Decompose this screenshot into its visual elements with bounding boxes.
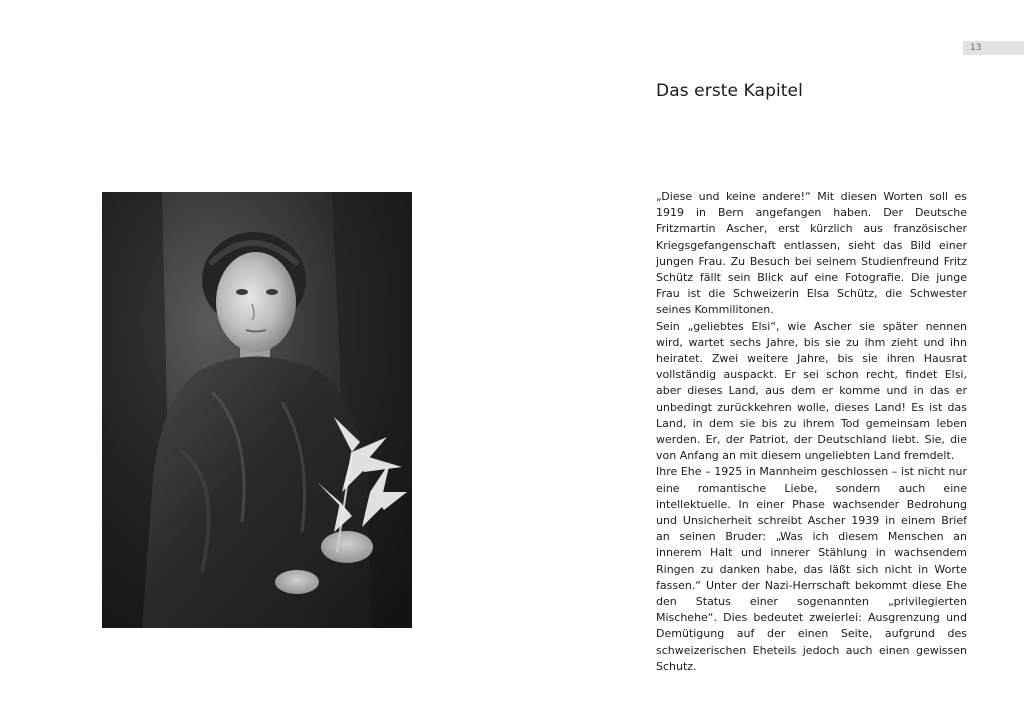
portrait-photo	[102, 192, 412, 628]
page-number: 13	[970, 43, 982, 53]
paragraph: Sein „geliebtes Elsi“, wie Ascher sie später nennen wird, wartet sechs Jahre, bis sie zu ihm zieht und ihn heiratet. Zwei weitere Jahre, bis sie ihren Hausrat vollständig auspackt. Er sei schon recht, findet Elsi, aber dieses Land, aus dem er komme und in das er unbedingt zurückkehren wolle, dieses Land! Es ist das Land, in dem sie bis zu ihrem Tod gemeinsam leben werden. Er, der Patriot, der Deutschland liebt. Sie, die von Anfang an mit diesem ungeliebten Land fremdelt.	[656, 319, 967, 463]
paragraph: „Diese und keine andere!“ Mit diesen Worten soll es 1919 in Bern angefangen haben. Der Deutsche Fritzmartin Ascher, erst kürzlich aus französischer Kriegsgefangenschaft entlassen, sieht das Bild einer jungen Frau. Zu Besuch bei seinem Studienfreund Fritz Schütz fällt sein Blick auf eine Fotografie. Die junge Frau ist die Schweizerin Elsa Schütz, die Schwester seines Kommilitonen.	[656, 190, 967, 317]
paragraph: Ihre Ehe – 1925 in Mannheim geschlossen – ist nicht nur eine romantische Liebe, sondern auch eine intellektuelle. In einer Phase wachsender Bedrohung und Unsicherheit schreibt Ascher 1939 in einem Brief an seinen Bruder: „Was ich diesem Menschen an innerem Halt und innerer Stählung in wachsendem Ringen zu danken habe, das läßt sich nicht in Worte fassen.“ Unter der Nazi-Herrschaft bekommt diese Ehe den Status einer sogenannten „privilegierten Mischehe“. Dies bedeutet zweierlei: Ausgrenzung und Demütigung auf der einen Seite, aufgrund des schweizerischen Eheteils jedoch auch einen gewissen Schutz.	[656, 465, 967, 673]
page-number-tab	[963, 41, 1024, 55]
body-text	[656, 189, 967, 675]
chapter-title: Das erste Kapitel	[656, 81, 803, 101]
